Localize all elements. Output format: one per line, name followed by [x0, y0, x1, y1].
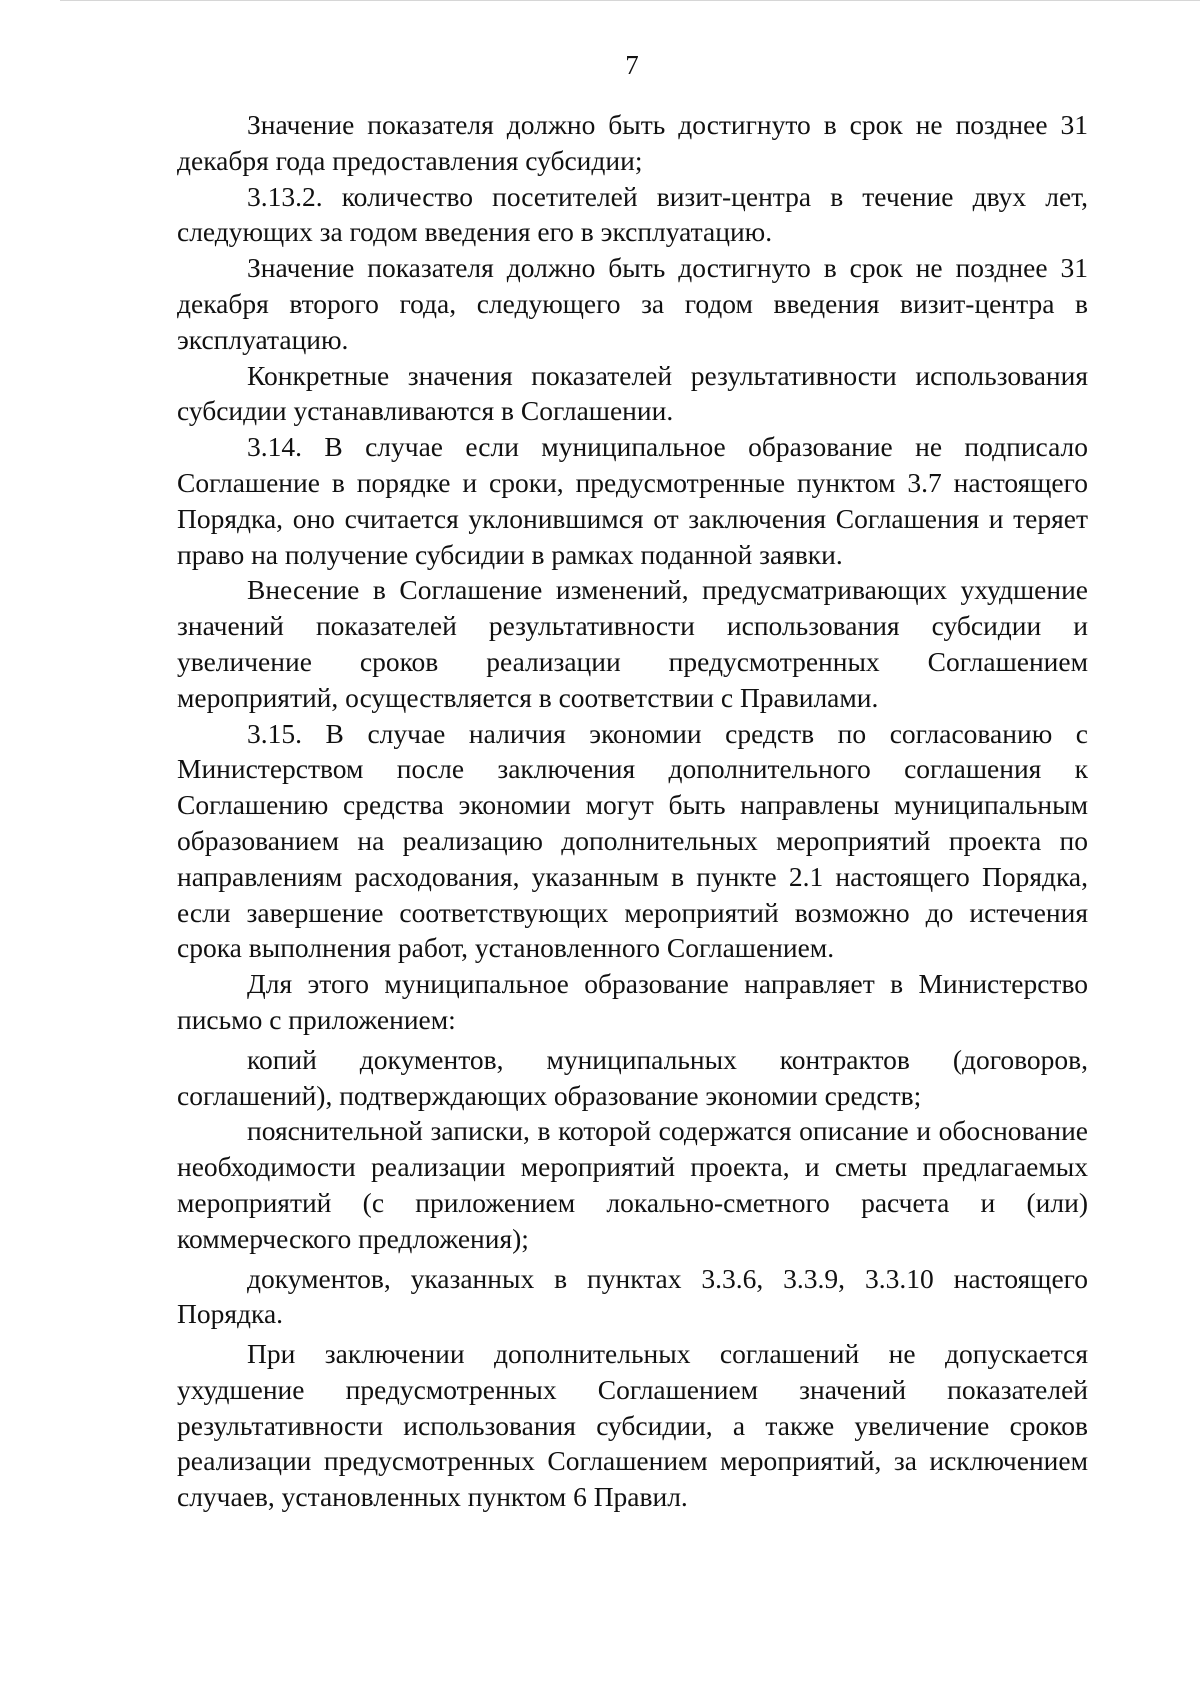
- paragraph-indicator-deadline-2: Значение показателя должно быть достигнуто в срок не позднее 31 декабря второго года, следующего за годом введения визит-центра в эксплуатацию.: [177, 252, 1088, 355]
- scan-edge-line: [60, 0, 1200, 1]
- document-body: [177, 107, 1088, 1515]
- paragraph-explanatory-note: пояснительной записки, в которой содержатся описание и обоснование необходимости реализации мероприятий проекта, и сметы предлагаемых мероприятий (с приложением локально-сметного расчета и (или) коммерческого предложения);: [177, 1115, 1088, 1254]
- paragraph-specific-values: Конкретные значения показателей результативности использования субсидии устанавливаются в Соглашении.: [177, 359, 1088, 427]
- paragraph-additional-agreements: При заключении дополнительных соглашений не допускается ухудшение предусмотренных Соглашением значений показателей результативности использования субсидии, а также увеличение сроков реализации предусмотренных Соглашением мероприятий, за исключением случаев, установленных пунктом 6 Правил.: [177, 1338, 1088, 1513]
- paragraph-indicator-deadline-1: Значение показателя должно быть достигнуто в срок не позднее 31 декабря года предоставления субсидии;: [177, 109, 1088, 176]
- paragraph-documents-listed: документов, указанных в пунктах 3.3.6, 3.3.9, 3.3.10 настоящего Порядка.: [177, 1262, 1088, 1330]
- paragraph-agreement-changes: Внесение в Соглашение изменений, предусматривающих ухудшение значений показателей результативности использования субсидии и увеличение сроков реализации предусмотренных Соглашением мероприятий, осуществляется в соответствии с Правилами.: [177, 574, 1088, 713]
- paragraph-3-14: 3.14. В случае если муниципальное образование не подписало Соглашение в порядке и сроки, предусмотренные пунктом 3.7 настоящего Порядка, оно считается уклонившимся от заключения Соглашения и теряет право на получение субсидии в рамках поданной заявки.: [177, 431, 1088, 570]
- paragraph-3-13-2: 3.13.2. количество посетителей визит-центра в течение двух лет, следующих за годом введения его в эксплуатацию.: [177, 180, 1088, 248]
- page-number: 7: [625, 50, 639, 80]
- paragraph-copies-of-documents: копий документов, муниципальных контрактов (договоров, соглашений), подтверждающих образование экономии средств;: [177, 1043, 1088, 1111]
- paragraph-letter-to-ministry: Для этого муниципальное образование направляет в Министерство письмо с приложением:: [177, 968, 1088, 1035]
- paragraph-3-15: 3.15. В случае наличия экономии средств по согласованию с Министерством после заключения дополнительного соглашения к Соглашению средства экономии могут быть направлены муниципальным образованием на реализацию дополнительных мероприятий проекта по направлениям расходования, указанным в пункте 2.1 настоящего Порядка, если завершение соответствующих мероприятий возможно до истечения срока выполнения работ, установленного Соглашением.: [177, 717, 1088, 964]
